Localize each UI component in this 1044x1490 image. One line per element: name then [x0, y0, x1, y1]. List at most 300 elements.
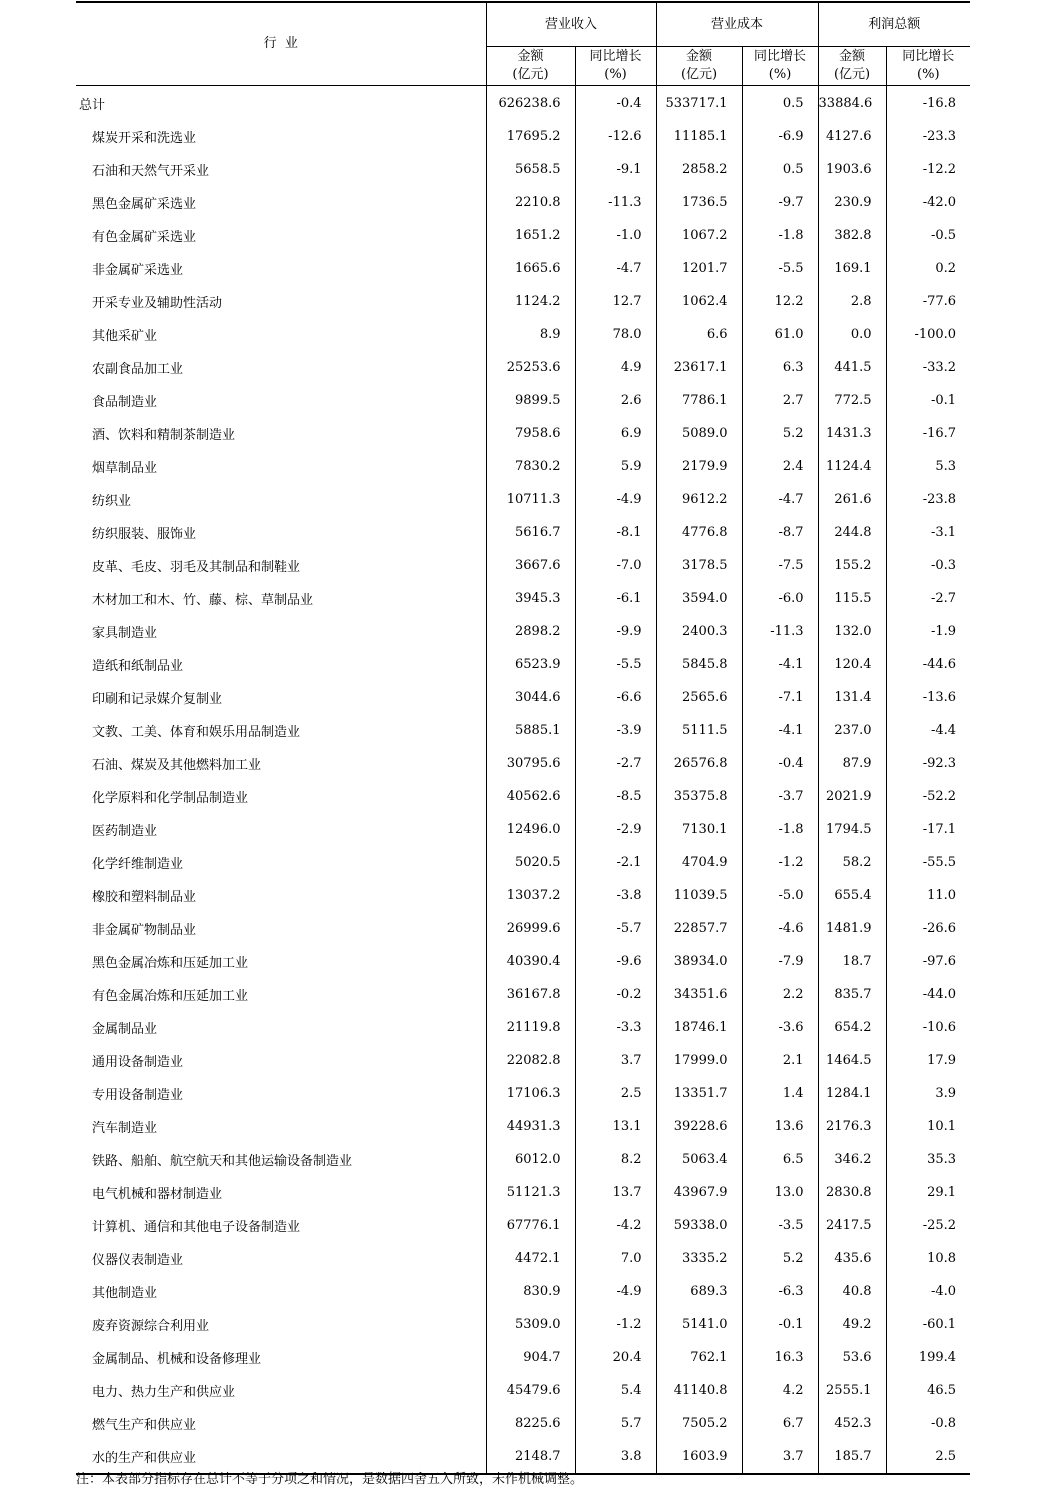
- revenue-amount-cell: 17695.2: [486, 120, 575, 153]
- profit-growth-cell: -92.3: [886, 747, 970, 780]
- cost-amount-cell: 34351.6: [656, 978, 742, 1011]
- industry-name-cell: 酒、饮料和精制茶制造业: [92, 428, 236, 443]
- profit-amount-cell: 2555.1: [818, 1374, 886, 1407]
- table-row: [76, 780, 970, 813]
- table-header: [76, 2, 970, 86]
- revenue-amount-cell: 1651.2: [486, 219, 575, 252]
- amount-label: 金额: [839, 49, 866, 64]
- table-row: [76, 945, 970, 978]
- profit-growth-cell: -97.6: [886, 945, 970, 978]
- revenue-growth-cell: -2.9: [575, 813, 656, 846]
- profit-growth-cell: -16.7: [886, 417, 970, 450]
- cost-amount-cell: 11185.1: [656, 120, 742, 153]
- cost-growth-cell: -4.1: [742, 714, 818, 747]
- profit-growth-cell: -1.9: [886, 615, 970, 648]
- profit-growth-cell: 5.3: [886, 450, 970, 483]
- table-row: [76, 219, 970, 252]
- growth-label: 同比增长: [589, 49, 642, 64]
- profit-amount-cell: 435.6: [818, 1242, 886, 1275]
- cost-growth-cell: -6.0: [742, 582, 818, 615]
- industry-name-cell: 废弃资源综合利用业: [92, 1319, 210, 1334]
- revenue-amount-cell: 5658.5: [486, 153, 575, 186]
- revenue-amount-cell: 7958.6: [486, 417, 575, 450]
- cost-amount-cell: 6.6: [656, 318, 742, 351]
- table-row: [76, 1341, 970, 1374]
- table-row: [76, 978, 970, 1011]
- profit-amount-cell: 244.8: [818, 516, 886, 549]
- cost-amount-cell: 4776.8: [656, 516, 742, 549]
- revenue-growth-cell: -3.3: [575, 1011, 656, 1044]
- industry-name-cell: 黑色金属矿采选业: [92, 197, 197, 212]
- industry-name-cell: 非金属矿采选业: [92, 263, 184, 278]
- revenue-growth-cell: 13.7: [575, 1176, 656, 1209]
- cost-growth-cell: 5.2: [742, 417, 818, 450]
- revenue-growth-cell: -2.7: [575, 747, 656, 780]
- profit-growth-cell: -23.8: [886, 483, 970, 516]
- cost-growth-cell: -5.5: [742, 252, 818, 285]
- profit-growth-cell: 10.8: [886, 1242, 970, 1275]
- revenue-amount-cell: 21119.8: [486, 1011, 575, 1044]
- revenue-growth-cell: -3.8: [575, 879, 656, 912]
- profit-amount-cell: 1124.4: [818, 450, 886, 483]
- cost-growth-cell: 4.2: [742, 1374, 818, 1407]
- industry-name-cell: 电气机械和器材制造业: [92, 1187, 223, 1202]
- industry-name-cell: 铁路、船舶、航空航天和其他运输设备制造业: [92, 1154, 353, 1169]
- profit-growth-cell: -42.0: [886, 186, 970, 219]
- revenue-amount-cell: 13037.2: [486, 879, 575, 912]
- cost-growth-cell: -0.1: [742, 1308, 818, 1341]
- cost-growth-cell: -6.3: [742, 1275, 818, 1308]
- profit-growth-cell: 46.5: [886, 1374, 970, 1407]
- cost-growth-cell: 3.7: [742, 1440, 818, 1474]
- amount-unit-label: (亿元): [680, 67, 718, 82]
- revenue-growth-cell: -9.6: [575, 945, 656, 978]
- profit-amount-cell: 0.0: [818, 318, 886, 351]
- industry-name-cell: 石油、煤炭及其他燃料加工业: [92, 758, 262, 773]
- revenue-amount-cell: 626238.6: [486, 86, 575, 121]
- revenue-amount-cell: 1665.6: [486, 252, 575, 285]
- revenue-growth-cell: 2.6: [575, 384, 656, 417]
- profit-growth-cell: 10.1: [886, 1110, 970, 1143]
- profit-growth-cell: -0.8: [886, 1407, 970, 1440]
- cost-growth-cell: -1.8: [742, 219, 818, 252]
- table-row: [76, 813, 970, 846]
- industry-name-cell: 印刷和记录媒介复制业: [92, 692, 223, 707]
- table-row: [76, 1209, 970, 1242]
- table-row: [76, 1176, 970, 1209]
- revenue-amount-cell: 830.9: [486, 1275, 575, 1308]
- industry-name-cell: 农副食品加工业: [92, 362, 184, 377]
- revenue-amount-cell: 6012.0: [486, 1143, 575, 1176]
- industry-name-cell: 金属制品、机械和设备修理业: [92, 1352, 262, 1367]
- profit-amount-cell: 1431.3: [818, 417, 886, 450]
- table-row: [76, 1044, 970, 1077]
- table-row: [76, 1308, 970, 1341]
- revenue-amount-cell: 12496.0: [486, 813, 575, 846]
- cost-amount-cell: 5111.5: [656, 714, 742, 747]
- cost-amount-cell: 7130.1: [656, 813, 742, 846]
- profit-amount-cell: 132.0: [818, 615, 886, 648]
- profit-growth-cell: -4.0: [886, 1275, 970, 1308]
- profit-amount-cell: 1481.9: [818, 912, 886, 945]
- cost-amount-cell: 1062.4: [656, 285, 742, 318]
- profit-growth-cell: 29.1: [886, 1176, 970, 1209]
- growth-unit-label: (%): [604, 67, 627, 82]
- cost-growth-cell: -4.7: [742, 483, 818, 516]
- industry-column-header: 行 业: [76, 2, 486, 86]
- revenue-growth-cell: -9.9: [575, 615, 656, 648]
- table-row: [76, 1242, 970, 1275]
- amount-label: 金额: [686, 49, 713, 64]
- industry-name-cell: 黑色金属冶炼和压延加工业: [92, 956, 249, 971]
- cost-growth-cell: 0.5: [742, 86, 818, 121]
- revenue-amount-cell: 25253.6: [486, 351, 575, 384]
- revenue-growth-cell: -6.1: [575, 582, 656, 615]
- industry-name-cell: 其他采矿业: [92, 329, 158, 344]
- table-row: [76, 1275, 970, 1308]
- cost-amount-header: [656, 47, 742, 86]
- cost-growth-cell: -4.1: [742, 648, 818, 681]
- cost-growth-cell: 5.2: [742, 1242, 818, 1275]
- revenue-amount-cell: 40390.4: [486, 945, 575, 978]
- cost-amount-cell: 43967.9: [656, 1176, 742, 1209]
- profit-amount-cell: 40.8: [818, 1275, 886, 1308]
- revenue-growth-cell: -5.5: [575, 648, 656, 681]
- industry-name-cell: 文教、工美、体育和娱乐用品制造业: [92, 725, 301, 740]
- revenue-amount-cell: 5885.1: [486, 714, 575, 747]
- cost-amount-cell: 11039.5: [656, 879, 742, 912]
- cost-amount-cell: 38934.0: [656, 945, 742, 978]
- profit-amount-cell: 382.8: [818, 219, 886, 252]
- revenue-amount-cell: 3667.6: [486, 549, 575, 582]
- revenue-growth-cell: -8.5: [575, 780, 656, 813]
- cost-amount-cell: 3594.0: [656, 582, 742, 615]
- profit-amount-cell: 261.6: [818, 483, 886, 516]
- cost-amount-cell: 22857.7: [656, 912, 742, 945]
- cost-growth-header: [742, 47, 818, 86]
- table-row: [76, 483, 970, 516]
- table-row: [76, 1011, 970, 1044]
- cost-group-header: 营业成本: [656, 2, 818, 47]
- revenue-growth-cell: 12.7: [575, 285, 656, 318]
- table-row: [76, 450, 970, 483]
- table-row: [76, 186, 970, 219]
- revenue-growth-cell: 5.9: [575, 450, 656, 483]
- revenue-growth-cell: -0.4: [575, 86, 656, 121]
- cost-growth-cell: -1.8: [742, 813, 818, 846]
- revenue-amount-cell: 67776.1: [486, 1209, 575, 1242]
- cost-amount-cell: 5141.0: [656, 1308, 742, 1341]
- revenue-growth-cell: -4.7: [575, 252, 656, 285]
- profit-amount-cell: 120.4: [818, 648, 886, 681]
- revenue-amount-cell: 22082.8: [486, 1044, 575, 1077]
- profit-growth-cell: -26.6: [886, 912, 970, 945]
- profit-growth-cell: -55.5: [886, 846, 970, 879]
- cost-amount-cell: 1603.9: [656, 1440, 742, 1474]
- revenue-growth-cell: -11.3: [575, 186, 656, 219]
- profit-growth-cell: -44.6: [886, 648, 970, 681]
- profit-amount-cell: 237.0: [818, 714, 886, 747]
- table-row: [76, 549, 970, 582]
- revenue-growth-cell: 20.4: [575, 1341, 656, 1374]
- profit-growth-cell: -2.7: [886, 582, 970, 615]
- profit-amount-cell: 115.5: [818, 582, 886, 615]
- cost-amount-cell: 3335.2: [656, 1242, 742, 1275]
- revenue-growth-cell: -1.2: [575, 1308, 656, 1341]
- cost-amount-cell: 4704.9: [656, 846, 742, 879]
- revenue-amount-cell: 45479.6: [486, 1374, 575, 1407]
- revenue-growth-cell: 7.0: [575, 1242, 656, 1275]
- profit-amount-cell: 772.5: [818, 384, 886, 417]
- revenue-amount-cell: 7830.2: [486, 450, 575, 483]
- profit-growth-cell: 35.3: [886, 1143, 970, 1176]
- table-row: [76, 714, 970, 747]
- total-row: [76, 86, 970, 121]
- revenue-amount-cell: 2148.7: [486, 1440, 575, 1474]
- cost-growth-cell: 2.2: [742, 978, 818, 1011]
- revenue-amount-cell: 904.7: [486, 1341, 575, 1374]
- revenue-amount-cell: 3945.3: [486, 582, 575, 615]
- revenue-growth-cell: -12.6: [575, 120, 656, 153]
- revenue-growth-cell: -7.0: [575, 549, 656, 582]
- industry-name-cell: 有色金属冶炼和压延加工业: [92, 989, 249, 1004]
- industry-name-cell: 仪器仪表制造业: [92, 1253, 184, 1268]
- revenue-amount-cell: 10711.3: [486, 483, 575, 516]
- revenue-amount-cell: 9899.5: [486, 384, 575, 417]
- cost-amount-cell: 9612.2: [656, 483, 742, 516]
- industry-name-cell: 橡胶和塑料制品业: [92, 890, 197, 905]
- cost-growth-cell: 1.4: [742, 1077, 818, 1110]
- table-row: [76, 153, 970, 186]
- table-row: [76, 1440, 970, 1474]
- revenue-growth-cell: 4.9: [575, 351, 656, 384]
- industry-name-cell: 金属制品业: [92, 1022, 158, 1037]
- table-body: [76, 86, 970, 1475]
- revenue-growth-cell: 13.1: [575, 1110, 656, 1143]
- revenue-amount-cell: 8225.6: [486, 1407, 575, 1440]
- cost-growth-cell: -6.9: [742, 120, 818, 153]
- cost-growth-cell: 2.4: [742, 450, 818, 483]
- table-row: [76, 417, 970, 450]
- amount-unit-label: (亿元): [833, 67, 871, 82]
- profit-amount-cell: 169.1: [818, 252, 886, 285]
- table-row: [76, 615, 970, 648]
- industry-name-cell: 计算机、通信和其他电子设备制造业: [92, 1220, 301, 1235]
- table-row: [76, 384, 970, 417]
- industry-name-cell: 煤炭开采和洗选业: [92, 131, 197, 146]
- table-row: [76, 318, 970, 351]
- cost-amount-cell: 1736.5: [656, 186, 742, 219]
- cost-growth-cell: -1.2: [742, 846, 818, 879]
- profit-growth-cell: 199.4: [886, 1341, 970, 1374]
- revenue-growth-cell: 5.4: [575, 1374, 656, 1407]
- industry-name-cell: 总计: [79, 97, 106, 113]
- cost-growth-cell: 2.1: [742, 1044, 818, 1077]
- profit-growth-cell: -52.2: [886, 780, 970, 813]
- cost-amount-cell: 18746.1: [656, 1011, 742, 1044]
- industry-name-cell: 食品制造业: [92, 395, 158, 410]
- table-row: [76, 648, 970, 681]
- profit-growth-cell: -10.6: [886, 1011, 970, 1044]
- profit-growth-cell: -77.6: [886, 285, 970, 318]
- table-row: [76, 1407, 970, 1440]
- profit-growth-cell: -12.2: [886, 153, 970, 186]
- revenue-growth-cell: -4.2: [575, 1209, 656, 1242]
- profit-growth-cell: 2.5: [886, 1440, 970, 1474]
- profit-amount-cell: 4127.6: [818, 120, 886, 153]
- table-row: [76, 516, 970, 549]
- cost-amount-cell: 26576.8: [656, 747, 742, 780]
- cost-growth-cell: 6.5: [742, 1143, 818, 1176]
- cost-growth-cell: 13.0: [742, 1176, 818, 1209]
- cost-growth-cell: -0.4: [742, 747, 818, 780]
- cost-amount-cell: 17999.0: [656, 1044, 742, 1077]
- industry-name-cell: 汽车制造业: [92, 1121, 158, 1136]
- industry-name-cell: 纺织业: [92, 494, 132, 509]
- revenue-amount-cell: 1124.2: [486, 285, 575, 318]
- profit-amount-cell: 18.7: [818, 945, 886, 978]
- profit-growth-cell: -0.5: [886, 219, 970, 252]
- industry-name-cell: 通用设备制造业: [92, 1055, 184, 1070]
- profit-amount-cell: 835.7: [818, 978, 886, 1011]
- revenue-amount-cell: 51121.3: [486, 1176, 575, 1209]
- cost-amount-cell: 689.3: [656, 1275, 742, 1308]
- industry-name-cell: 电力、热力生产和供应业: [92, 1385, 236, 1400]
- profit-amount-cell: 155.2: [818, 549, 886, 582]
- revenue-growth-cell: -4.9: [575, 1275, 656, 1308]
- cost-amount-cell: 1201.7: [656, 252, 742, 285]
- profit-amount-header: [818, 47, 886, 86]
- table-row: [76, 351, 970, 384]
- cost-growth-cell: -3.5: [742, 1209, 818, 1242]
- profit-amount-cell: 2.8: [818, 285, 886, 318]
- cost-amount-cell: 13351.7: [656, 1077, 742, 1110]
- profit-amount-cell: 1284.1: [818, 1077, 886, 1110]
- industry-name-cell: 医药制造业: [92, 824, 158, 839]
- revenue-growth-cell: 6.9: [575, 417, 656, 450]
- profit-amount-cell: 87.9: [818, 747, 886, 780]
- table-row: [76, 681, 970, 714]
- profit-growth-cell: 11.0: [886, 879, 970, 912]
- profit-amount-cell: 1903.6: [818, 153, 886, 186]
- profit-growth-cell: -44.0: [886, 978, 970, 1011]
- profit-amount-cell: 1464.5: [818, 1044, 886, 1077]
- table-row: [76, 252, 970, 285]
- profit-amount-cell: 230.9: [818, 186, 886, 219]
- profit-amount-cell: 1794.5: [818, 813, 886, 846]
- profit-growth-cell: -23.3: [886, 120, 970, 153]
- cost-growth-cell: 6.3: [742, 351, 818, 384]
- profit-amount-cell: 53.6: [818, 1341, 886, 1374]
- revenue-amount-cell: 5616.7: [486, 516, 575, 549]
- cost-growth-cell: 0.5: [742, 153, 818, 186]
- amount-label: 金额: [517, 49, 544, 64]
- cost-growth-cell: 61.0: [742, 318, 818, 351]
- profit-amount-cell: 33884.6: [818, 86, 886, 121]
- growth-unit-label: (%): [768, 67, 792, 82]
- cost-growth-cell: -7.5: [742, 549, 818, 582]
- revenue-amount-cell: 17106.3: [486, 1077, 575, 1110]
- profit-amount-cell: 346.2: [818, 1143, 886, 1176]
- cost-amount-cell: 7505.2: [656, 1407, 742, 1440]
- cost-growth-cell: -3.6: [742, 1011, 818, 1044]
- table-row: [76, 1143, 970, 1176]
- profit-growth-cell: -33.2: [886, 351, 970, 384]
- revenue-group-header: 营业收入: [486, 2, 656, 47]
- revenue-amount-header: [486, 47, 575, 86]
- profit-growth-cell: -25.2: [886, 1209, 970, 1242]
- revenue-amount-cell: 40562.6: [486, 780, 575, 813]
- industry-name-cell: 有色金属矿采选业: [92, 230, 197, 245]
- growth-label: 同比增长: [754, 49, 807, 64]
- profit-growth-cell: -4.4: [886, 714, 970, 747]
- growth-unit-label: (%): [917, 67, 940, 82]
- cost-amount-cell: 2400.3: [656, 615, 742, 648]
- revenue-growth-cell: -3.9: [575, 714, 656, 747]
- cost-amount-cell: 7786.1: [656, 384, 742, 417]
- profit-growth-cell: -100.0: [886, 318, 970, 351]
- revenue-amount-cell: 5309.0: [486, 1308, 575, 1341]
- cost-growth-cell: -8.7: [742, 516, 818, 549]
- cost-growth-cell: -11.3: [742, 615, 818, 648]
- cost-growth-cell: -9.7: [742, 186, 818, 219]
- cost-amount-cell: 5063.4: [656, 1143, 742, 1176]
- profit-growth-cell: -17.1: [886, 813, 970, 846]
- profit-amount-cell: 2176.3: [818, 1110, 886, 1143]
- industry-name-cell: 开采专业及辅助性活动: [92, 296, 223, 311]
- profit-growth-cell: 3.9: [886, 1077, 970, 1110]
- revenue-growth-cell: 78.0: [575, 318, 656, 351]
- cost-amount-cell: 2179.9: [656, 450, 742, 483]
- cost-growth-cell: -5.0: [742, 879, 818, 912]
- cost-growth-cell: 12.2: [742, 285, 818, 318]
- profit-amount-cell: 654.2: [818, 1011, 886, 1044]
- cost-amount-cell: 5089.0: [656, 417, 742, 450]
- cost-amount-cell: 2565.6: [656, 681, 742, 714]
- industry-name-cell: 燃气生产和供应业: [92, 1418, 197, 1433]
- cost-growth-cell: -7.1: [742, 681, 818, 714]
- revenue-growth-cell: -5.7: [575, 912, 656, 945]
- industry-name-cell: 化学纤维制造业: [92, 857, 184, 872]
- industry-name-cell: 家具制造业: [92, 626, 158, 641]
- profit-growth-cell: -60.1: [886, 1308, 970, 1341]
- cost-amount-cell: 533717.1: [656, 86, 742, 121]
- growth-label: 同比增长: [902, 49, 955, 64]
- cost-growth-cell: -4.6: [742, 912, 818, 945]
- revenue-growth-cell: 3.7: [575, 1044, 656, 1077]
- revenue-amount-cell: 5020.5: [486, 846, 575, 879]
- table-row: [76, 747, 970, 780]
- table-row: [76, 285, 970, 318]
- revenue-growth-cell: 8.2: [575, 1143, 656, 1176]
- table-row: [76, 846, 970, 879]
- profit-amount-cell: 441.5: [818, 351, 886, 384]
- industry-name-cell: 纺织服装、服饰业: [92, 527, 197, 542]
- table-row: [76, 1374, 970, 1407]
- cost-growth-cell: 2.7: [742, 384, 818, 417]
- cost-growth-cell: -3.7: [742, 780, 818, 813]
- profit-amount-cell: 452.3: [818, 1407, 886, 1440]
- industry-statistics-table: [76, 1, 970, 1475]
- table-footnote: 注：本表部分指标存在总计不等于分项之和情况，是数据四舍五入所致，未作机械调整。: [76, 1472, 584, 1487]
- cost-growth-cell: -7.9: [742, 945, 818, 978]
- cost-growth-cell: 16.3: [742, 1341, 818, 1374]
- table-row: [76, 1110, 970, 1143]
- table-row: [76, 1077, 970, 1110]
- profit-amount-cell: 2021.9: [818, 780, 886, 813]
- industry-name-cell: 石油和天然气开采业: [92, 164, 210, 179]
- cost-amount-cell: 5845.8: [656, 648, 742, 681]
